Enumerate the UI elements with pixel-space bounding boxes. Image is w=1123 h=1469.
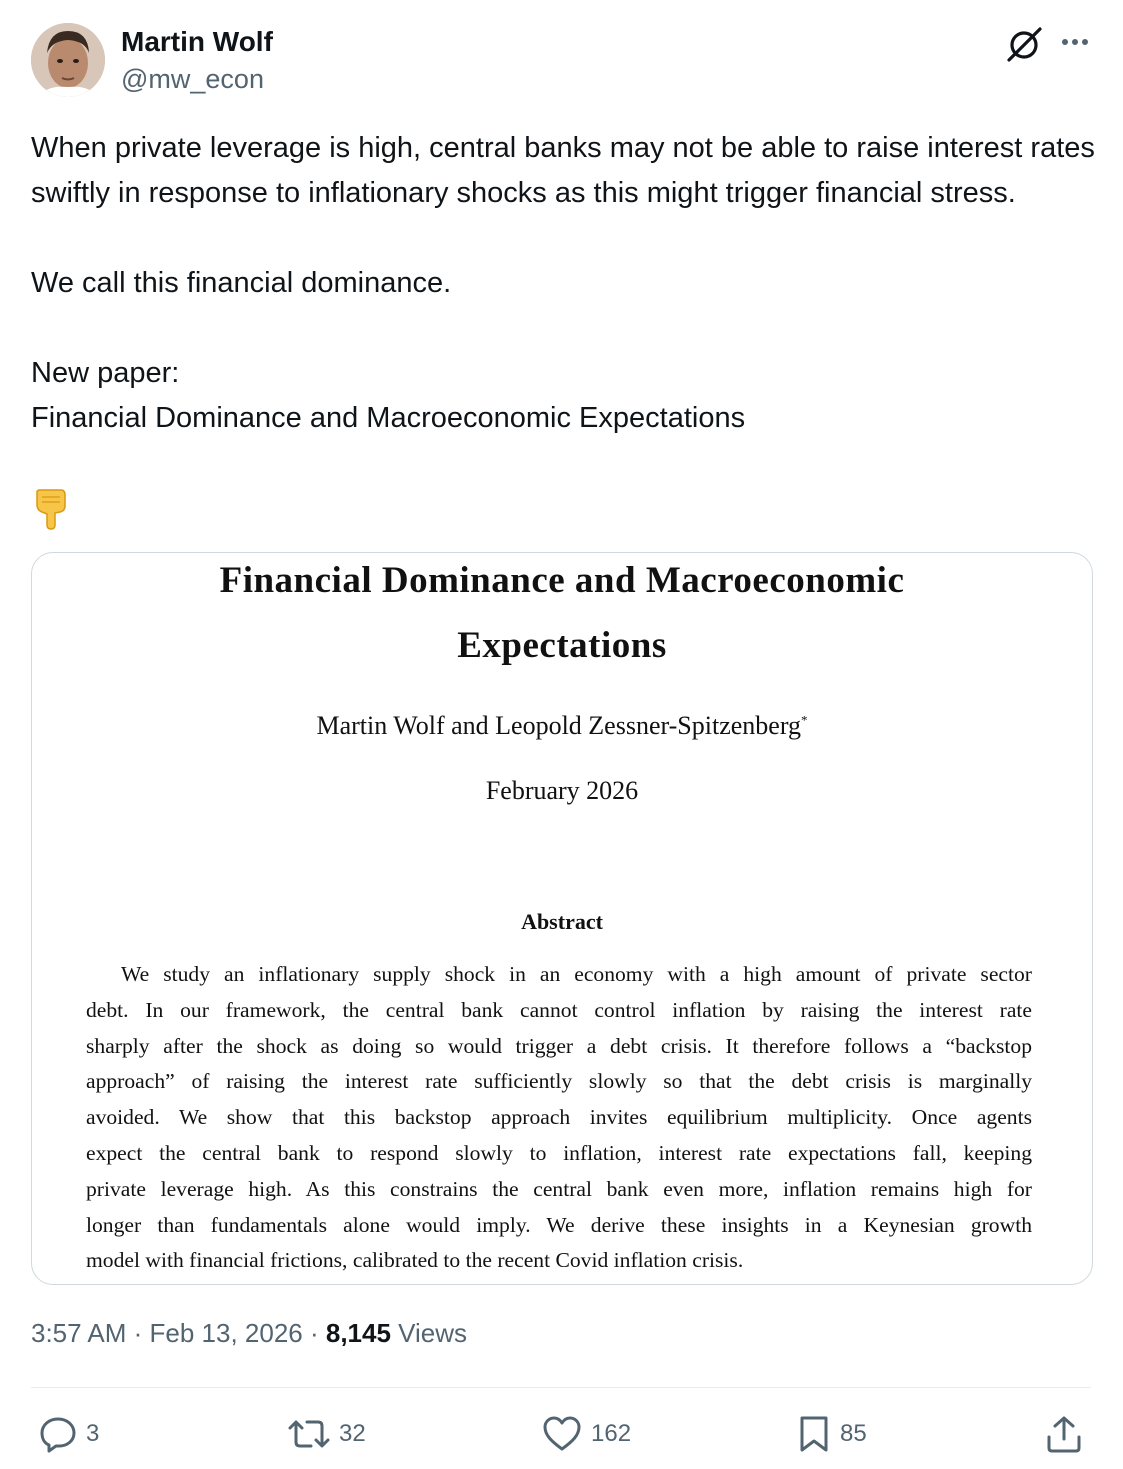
heart-icon [541, 1414, 583, 1454]
grok-icon[interactable] [1004, 24, 1044, 64]
share-button[interactable] [1044, 1410, 1084, 1458]
like-count: 162 [591, 1420, 632, 1447]
like-button[interactable] [541, 1410, 631, 1458]
bookmark-count: 85 [840, 1420, 867, 1447]
paper-authors-names: Martin Wolf and Leopold Zessner-Spitzenberg [316, 711, 802, 740]
paper-authors [32, 711, 1092, 741]
abstract-line: private leverage high. As this constrains the central bank even more, inflation remains high for [86, 1176, 1032, 1201]
pointing-down-emoji-icon [31, 488, 71, 530]
tweet-text [31, 126, 1101, 441]
abstract-body [86, 957, 1032, 1279]
footnote-mark: * [801, 712, 808, 728]
tweet-date[interactable]: Feb 13, 2026 [149, 1318, 303, 1348]
views-count: 8,145 [325, 1318, 391, 1348]
abstract-heading: Abstract [521, 909, 603, 934]
abstract-line: debt. In our framework, the central bank cannot control inflation by raising the interest rate [86, 997, 1032, 1022]
paper-title-continued: Expectations [457, 625, 667, 666]
tweet-paragraph: When private leverage is high, central banks may not be able to raise interest rates swiftly in response to inflationary shocks as this might trigger financial stress. [31, 132, 1095, 209]
reply-button[interactable] [38, 1410, 99, 1458]
bookmark-button[interactable] [796, 1410, 867, 1458]
abstract-line: avoided. We show that this backstop approach invites equilibrium multiplicity. Once agents [86, 1105, 1032, 1130]
author-handle[interactable]: @mw_econ [121, 64, 264, 94]
separator: · [126, 1318, 150, 1348]
reply-count: 3 [86, 1420, 100, 1447]
reply-icon [38, 1414, 78, 1454]
abstract-line: longer than fundamentals alone would imply. We derive these insights in a Keynesian growth [86, 1212, 1032, 1237]
divider [31, 1387, 1091, 1388]
share-icon [1044, 1414, 1084, 1454]
abstract-line: expect the central bank to respond slowly to inflation, interest rate expectations fall, keeping [86, 1140, 1032, 1165]
author-name[interactable]: Martin Wolf [121, 26, 273, 57]
abstract-line: model with financial frictions, calibrated to the recent Covid inflation crisis. [86, 1248, 744, 1273]
tweet-paragraph: We call this financial dominance. [31, 267, 452, 299]
avatar[interactable] [31, 23, 105, 97]
tweet-paragraph: Financial Dominance and Macroeconomic Expectations [31, 402, 746, 434]
repost-button[interactable] [287, 1410, 366, 1458]
repost-icon [287, 1414, 331, 1454]
paper-date: February 2026 [485, 776, 639, 805]
paper-image-card[interactable] [31, 552, 1093, 1285]
avatar-photo [31, 23, 105, 97]
abstract-line: We study an inflationary supply shock in an economy with a high amount of private sector [121, 962, 1032, 986]
abstract-line: sharply after the shock as doing so would trigger a debt crisis. It therefore follows a “backstop [86, 1033, 1032, 1058]
separator: · [302, 1318, 326, 1348]
more-options-icon[interactable] [1056, 24, 1096, 60]
tweet-paragraph: New paper: [31, 357, 180, 389]
tweet-meta [31, 1318, 467, 1349]
abstract-line: approach” of raising the interest rate sufficiently slowly so that the debt crisis is marginally [86, 1069, 1032, 1094]
tweet-time[interactable]: 3:57 AM [31, 1318, 127, 1348]
views-label: Views [390, 1318, 468, 1348]
repost-count: 32 [339, 1420, 366, 1447]
bookmark-icon [796, 1414, 832, 1454]
paper-title: Financial Dominance and Macroeconomic [219, 560, 905, 601]
